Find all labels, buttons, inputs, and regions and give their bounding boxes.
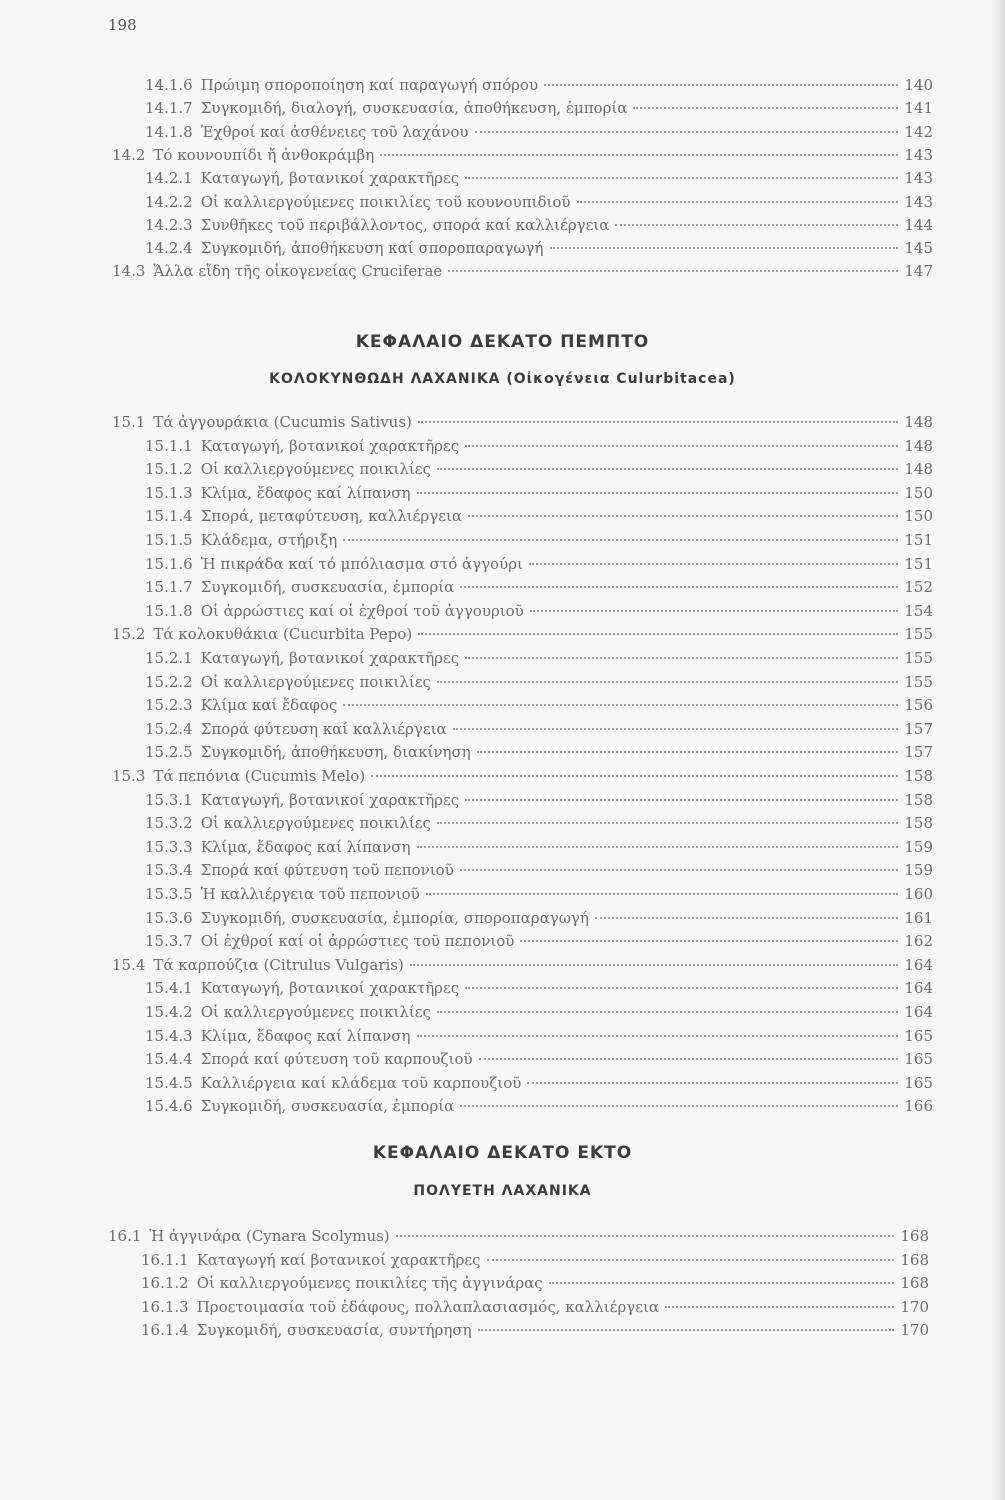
toc-entry-title: Καταγωγή, βοτανικοί χαρακτῆρες bbox=[200, 979, 460, 998]
toc-entry bbox=[145, 1001, 933, 1024]
toc-entry-number: 14.2 bbox=[112, 145, 146, 164]
toc-entry-page: 157 bbox=[904, 719, 933, 738]
dot-leader bbox=[530, 610, 899, 612]
toc-entry-number: 15.1.3 bbox=[145, 483, 193, 502]
dot-leader bbox=[550, 247, 899, 249]
toc-entry-title: Τό κουνουπίδι ἤ ἀνθοκράμβη bbox=[153, 145, 375, 164]
dot-leader bbox=[577, 201, 899, 203]
toc-entry-page: 144 bbox=[904, 215, 933, 234]
toc-entry bbox=[141, 1296, 929, 1319]
dot-leader bbox=[448, 270, 898, 272]
toc-entry-title: Κλίμα, ἔδαφος καί λίπανση bbox=[200, 1026, 411, 1045]
toc-entry-title: Οἱ καλλιεργούμενες ποικιλίες bbox=[200, 460, 431, 479]
toc-entry-title: Ἡ ἀγγινάρα (Cynara Scolymus) bbox=[149, 1227, 390, 1245]
dot-leader bbox=[437, 681, 898, 683]
toc-entry bbox=[145, 482, 933, 505]
toc-entry bbox=[145, 237, 933, 260]
toc-entry-number: 16.1.1 bbox=[141, 1250, 189, 1269]
toc-entry-page: 154 bbox=[904, 601, 933, 620]
dot-leader bbox=[465, 799, 898, 801]
toc-entry-number: 14.2.4 bbox=[145, 239, 193, 258]
toc-entry-number: 14.1.6 bbox=[145, 76, 193, 94]
toc-entry bbox=[145, 214, 933, 237]
toc-entry-title: Συγκομιδή, συσκευασία, συντήρηση bbox=[196, 1321, 472, 1339]
toc-entry-title: Ἐχθροί καί ἀσθένειες τοῦ λαχάνου bbox=[200, 122, 469, 141]
toc-entry-page: 165 bbox=[904, 1073, 933, 1092]
dot-leader bbox=[465, 177, 898, 179]
toc-entry-page: 158 bbox=[904, 814, 933, 833]
chapter-16-heading: ΚΕΦΑΛΑΙΟ ΔΕΚΑΤΟ ΕΚΤΟ bbox=[372, 1143, 633, 1163]
toc-entry-page: 155 bbox=[904, 625, 933, 644]
toc-entry bbox=[145, 694, 933, 717]
dot-leader bbox=[477, 751, 899, 753]
toc-entry-title: Πρώιμη σποροποίηση καί παραγωγή σπόρου bbox=[200, 76, 539, 94]
dot-leader bbox=[437, 822, 898, 824]
toc-entry bbox=[112, 260, 933, 283]
dot-leader bbox=[487, 1259, 895, 1261]
toc-entry-page: 148 bbox=[904, 413, 933, 431]
dot-leader bbox=[544, 84, 898, 86]
toc-entry-number: 15.2.2 bbox=[145, 672, 193, 691]
toc-entry-number: 15.4.6 bbox=[145, 1097, 193, 1116]
toc-entry-number: 15.4.3 bbox=[145, 1026, 193, 1045]
toc-entry-title: Οἱ καλλιεργούμενες ποικιλίες τοῦ κουνουπιδιοῦ bbox=[200, 192, 571, 211]
toc-entry-page: 168 bbox=[900, 1250, 929, 1269]
toc-entry-page: 145 bbox=[904, 239, 933, 258]
toc-entry-number: 16.1.4 bbox=[141, 1321, 189, 1339]
toc-entry-number: 14.1.7 bbox=[145, 99, 193, 118]
toc-entry bbox=[145, 883, 933, 906]
toc-entry-title: Τά κολοκυθάκια (Cucurbita Pepo) bbox=[153, 625, 413, 644]
toc-entry-page: 170 bbox=[900, 1297, 929, 1316]
toc-entry-title: Καλλιέργεια καί κλάδεμα τοῦ καρπουζιοῦ bbox=[200, 1073, 522, 1092]
toc-entry-page: 158 bbox=[904, 767, 933, 785]
dot-leader bbox=[418, 421, 898, 423]
toc-entry-page: 151 bbox=[904, 554, 933, 573]
dot-leader bbox=[343, 704, 898, 706]
toc-entry bbox=[145, 789, 933, 812]
dot-leader bbox=[437, 1011, 898, 1013]
dot-leader bbox=[380, 154, 898, 156]
toc-entry-page: 161 bbox=[904, 908, 933, 927]
dot-leader bbox=[665, 1306, 894, 1308]
toc-entry-page: 158 bbox=[904, 790, 933, 809]
toc-entry-title: Τά καρπούζια (Citrulus Vulgaris) bbox=[153, 955, 404, 974]
toc-entry bbox=[145, 741, 933, 764]
toc-entry bbox=[145, 167, 933, 190]
toc-entry-number: 14.2.2 bbox=[145, 192, 193, 211]
toc-entry-page: 157 bbox=[904, 743, 933, 762]
toc-entry-title: Σπορά φύτευση καί καλλιέργεια bbox=[200, 719, 447, 738]
toc-entry-page: 155 bbox=[904, 649, 933, 667]
toc-entry-page: 156 bbox=[904, 696, 933, 715]
dot-leader bbox=[468, 515, 898, 517]
toc-entry-page: 166 bbox=[904, 1097, 933, 1116]
toc-entry bbox=[141, 1319, 929, 1342]
toc-entry-page: 148 bbox=[904, 460, 933, 479]
toc-entry-number: 15.2.3 bbox=[145, 696, 193, 715]
toc-entry bbox=[141, 1272, 929, 1295]
toc-entry bbox=[145, 435, 933, 458]
toc-entry-title: Σπορά, μεταφύτευση, καλλιέργεια bbox=[200, 507, 462, 526]
toc-entry-title: Ἄλλα εἴδη τῆς οἰκογενείας Cruciferae bbox=[153, 262, 443, 281]
dot-leader bbox=[426, 893, 899, 895]
toc-entry-page: 168 bbox=[900, 1274, 929, 1292]
dot-leader bbox=[418, 633, 898, 635]
toc-entry-number: 15.4.4 bbox=[145, 1050, 193, 1069]
dot-leader bbox=[460, 869, 899, 871]
toc-entry-title: Καταγωγή καί βοτανικοί χαρακτῆρες bbox=[196, 1250, 481, 1269]
toc-entry bbox=[112, 765, 933, 788]
dot-leader bbox=[453, 728, 899, 730]
toc-entry-page: 143 bbox=[904, 169, 933, 188]
toc-entry-title: Συγκομιδή, συσκευασία, ἐμπορία bbox=[200, 578, 455, 597]
chapter-15-heading: ΚΕΦΑΛΑΙΟ ΔΕΚΑΤΟ ΠΕΜΠΤΟ bbox=[355, 332, 650, 352]
toc-entry bbox=[112, 411, 933, 434]
toc-entry-page: 143 bbox=[904, 192, 933, 211]
toc-entry-page: 164 bbox=[904, 955, 933, 974]
toc-entry-title: Οἱ καλλιεργούμενες ποικιλίες bbox=[200, 814, 431, 833]
toc-entry-number: 15.1 bbox=[112, 413, 146, 431]
toc-entry-title: Προετοιμασία τοῦ ἐδάφους, πολλαπλασιασμός, καλλιέργεια bbox=[196, 1297, 660, 1316]
dot-leader bbox=[465, 657, 898, 659]
toc-entry bbox=[145, 930, 933, 953]
toc-entry-number: 15.1.8 bbox=[145, 601, 193, 620]
toc-entry bbox=[145, 836, 933, 859]
toc-entry-title: Καταγωγή, βοτανικοί χαρακτῆρες bbox=[200, 790, 460, 809]
toc-entry-number: 15.1.2 bbox=[145, 460, 193, 479]
dot-leader bbox=[595, 917, 898, 919]
dot-leader bbox=[417, 492, 899, 494]
toc-entry bbox=[141, 1249, 929, 1272]
toc-entry-number: 15.3.7 bbox=[145, 932, 193, 951]
toc-entry-title: Ἡ καλλιέργεια τοῦ πεπονιοῦ bbox=[200, 885, 420, 903]
toc-entry-page: 159 bbox=[904, 861, 933, 880]
dot-leader bbox=[529, 563, 898, 565]
toc-entry bbox=[145, 647, 933, 670]
dot-leader bbox=[633, 107, 898, 109]
dot-leader bbox=[417, 1035, 899, 1037]
toc-entry-number: 14.1.8 bbox=[145, 122, 193, 141]
toc-entry-number: 15.4.1 bbox=[145, 979, 193, 998]
toc-entry bbox=[145, 191, 933, 214]
toc-entry-page: 151 bbox=[904, 531, 933, 549]
dot-leader bbox=[417, 846, 899, 848]
toc-entry-number: 16.1.2 bbox=[141, 1274, 189, 1292]
dot-leader bbox=[615, 224, 898, 226]
toc-entry-page: 170 bbox=[900, 1321, 929, 1339]
toc-entry-number: 15.2.5 bbox=[145, 743, 193, 762]
toc-entry-title: Ἡ πικράδα καί τό μπόλιασμα στό ἀγγούρι bbox=[200, 554, 523, 573]
toc-entry-number: 15.3.3 bbox=[145, 837, 193, 856]
toc-entry-page: 164 bbox=[904, 1003, 933, 1021]
toc-entry-title: Συγκομιδή, ἀποθήκευση καί σποροπαραγωγή bbox=[200, 239, 544, 258]
toc-entry-title: Σπορά καί φύτευση τοῦ πεπονιοῦ bbox=[200, 861, 454, 880]
toc-entry-page: 143 bbox=[904, 145, 933, 164]
toc-entry-title: Οἱ ἀρρώστιες καί οἱ ἐχθροί τοῦ ἀγγουριοῦ bbox=[200, 601, 524, 620]
toc-entry-page: 165 bbox=[904, 1026, 933, 1045]
toc-entry-number: 16.1 bbox=[108, 1227, 142, 1245]
page-number: 198 bbox=[108, 16, 137, 34]
dot-leader bbox=[475, 131, 899, 133]
toc-entry bbox=[145, 977, 933, 1000]
toc-entry-title: Συγκομιδή, συσκευασία, ἐμπορία bbox=[200, 1097, 455, 1116]
toc-entry-title: Καταγωγή, βοτανικοί χαρακτῆρες bbox=[200, 169, 460, 188]
toc-entry bbox=[145, 97, 933, 120]
dot-leader bbox=[410, 964, 899, 966]
toc-entry bbox=[145, 671, 933, 694]
chapter-15-subheading: ΚΟΛΟΚΥΝΘΩΔΗ ΛΑΧΑΝΙΚΑ (Οἰκογένεια Culurbitacea) bbox=[269, 371, 736, 387]
toc-entry-title: Κλίμα, ἔδαφος καί λίπανση bbox=[200, 837, 411, 856]
toc-entry bbox=[145, 1072, 933, 1095]
toc-entry-number: 15.3.5 bbox=[145, 885, 193, 903]
toc-entry-page: 164 bbox=[904, 979, 933, 998]
toc-entry-number: 15.1.5 bbox=[145, 531, 193, 549]
toc-entry-number: 15.3.4 bbox=[145, 861, 193, 880]
toc-entry-title: Οἱ καλλιεργούμενες ποικιλίες bbox=[200, 1003, 431, 1021]
dot-leader bbox=[396, 1235, 895, 1237]
toc-entry-title: Συνθῆκες τοῦ περιβάλλοντος, σπορά καί καλλιέργεια bbox=[200, 215, 610, 234]
toc-entry-page: 140 bbox=[904, 76, 933, 94]
toc-entry bbox=[145, 600, 933, 623]
toc-entry bbox=[112, 144, 933, 167]
toc-entry-page: 150 bbox=[904, 483, 933, 502]
dot-leader bbox=[371, 775, 898, 777]
toc-entry bbox=[145, 553, 933, 576]
toc-entry-page: 142 bbox=[904, 122, 933, 141]
toc-entry-number: 15.2.4 bbox=[145, 719, 193, 738]
toc-entry-page: 148 bbox=[904, 436, 933, 455]
toc-entry-page: 155 bbox=[904, 672, 933, 691]
dot-leader bbox=[527, 1082, 898, 1084]
toc-entry-number: 15.3.2 bbox=[145, 814, 193, 833]
dot-leader bbox=[520, 940, 898, 942]
dot-leader bbox=[343, 539, 898, 541]
toc-entry bbox=[112, 623, 933, 646]
toc-entry-number: 14.2.1 bbox=[145, 169, 193, 188]
dot-leader bbox=[460, 586, 898, 588]
toc-entry bbox=[145, 505, 933, 528]
toc-entry-number: 14.3 bbox=[112, 262, 146, 281]
dot-leader bbox=[478, 1329, 895, 1331]
toc-entry-number: 15.3 bbox=[112, 767, 146, 785]
toc-entry bbox=[145, 576, 933, 599]
toc-entry-number: 14.2.3 bbox=[145, 215, 193, 234]
toc-entry-number: 15.1.1 bbox=[145, 436, 193, 455]
toc-entry bbox=[145, 859, 933, 882]
dot-leader bbox=[437, 468, 898, 470]
toc-entry-page: 168 bbox=[900, 1227, 929, 1245]
toc-entry-title: Σπορά καί φύτευση τοῦ καρπουζιοῦ bbox=[200, 1050, 473, 1069]
chapter-16-subheading: ΠΟΛΥΕΤΗ ΛΑΧΑΝΙΚΑ bbox=[413, 1183, 592, 1199]
dot-leader bbox=[549, 1282, 895, 1284]
dot-leader bbox=[465, 987, 898, 989]
dot-leader bbox=[465, 445, 898, 447]
toc-entry bbox=[145, 1048, 933, 1071]
toc-entry-title: Κλίμα, ἔδαφος καί λίπανση bbox=[200, 483, 411, 502]
toc-entry-number: 15.2.1 bbox=[145, 649, 193, 667]
toc-entry-number: 15.1.6 bbox=[145, 554, 193, 573]
toc-entry-title: Οἱ καλλιεργούμενες ποικιλίες τῆς ἀγγινάρας bbox=[196, 1274, 543, 1292]
toc-entry-title: Τά πεπόνια (Cucumis Melo) bbox=[153, 767, 366, 785]
toc-entry bbox=[145, 907, 933, 930]
toc-entry bbox=[112, 954, 933, 977]
toc-entry-number: 15.3.6 bbox=[145, 908, 193, 927]
toc-entry-number: 16.1.3 bbox=[141, 1297, 189, 1316]
toc-entry-number: 15.4.5 bbox=[145, 1073, 193, 1092]
toc-entry-number: 15.3.1 bbox=[145, 790, 193, 809]
toc-entry-number: 15.1.7 bbox=[145, 578, 193, 597]
toc-entry-title: Καταγωγή, βοτανικοί χαρακτῆρες bbox=[200, 649, 460, 667]
toc-entry-number: 15.2 bbox=[112, 625, 146, 644]
toc-entry-number: 15.4.2 bbox=[145, 1003, 193, 1021]
toc-entry bbox=[145, 121, 933, 144]
toc-entry-page: 165 bbox=[904, 1050, 933, 1069]
toc-entry bbox=[145, 458, 933, 481]
page-spine-shadow bbox=[991, 0, 1005, 1500]
toc-entry-title: Κλάδεμα, στήριξη bbox=[200, 531, 338, 549]
toc-entry-title: Οἱ ἐχθροί καί οἱ ἀρρώστιες τοῦ πεπονιοῦ bbox=[200, 932, 515, 951]
toc-entry-page: 162 bbox=[904, 932, 933, 951]
toc-entry bbox=[145, 718, 933, 741]
toc-entry-title: Συγκομιδή, διαλογή, συσκευασία, ἀποθήκευση, ἐμπορία bbox=[200, 99, 628, 118]
toc-entry-page: 160 bbox=[904, 885, 933, 903]
toc-entry-number: 15.1.4 bbox=[145, 507, 193, 526]
toc-entry bbox=[145, 812, 933, 835]
toc-entry-number: 15.4 bbox=[112, 955, 146, 974]
toc-entry bbox=[145, 1025, 933, 1048]
dot-leader bbox=[460, 1105, 898, 1107]
toc-entry-title: Συγκομιδή, συσκευασία, ἐμπορία, σποροπαραγωγή bbox=[200, 908, 589, 927]
toc-entry-page: 159 bbox=[904, 837, 933, 856]
toc-entry-page: 150 bbox=[904, 507, 933, 526]
toc-entry-page: 147 bbox=[904, 262, 933, 281]
dot-leader bbox=[479, 1058, 899, 1060]
toc-entry-title: Καταγωγή, βοτανικοί χαρακτῆρες bbox=[200, 436, 460, 455]
toc-entry-page: 152 bbox=[904, 578, 933, 597]
toc-entry-page: 141 bbox=[904, 99, 933, 118]
toc-entry bbox=[145, 1095, 933, 1118]
toc-entry bbox=[108, 1225, 929, 1248]
toc-entry-title: Κλίμα καί ἔδαφος bbox=[200, 696, 338, 715]
toc-entry-title: Τά ἀγγουράκια (Cucumis Sativus) bbox=[153, 413, 412, 431]
toc-entry-title: Συγκομιδή, ἀποθήκευση, διακίνηση bbox=[200, 743, 471, 762]
toc-entry bbox=[145, 529, 933, 552]
toc-entry-title: Οἱ καλλιεργούμενες ποικιλίες bbox=[200, 672, 431, 691]
toc-entry bbox=[145, 74, 933, 97]
